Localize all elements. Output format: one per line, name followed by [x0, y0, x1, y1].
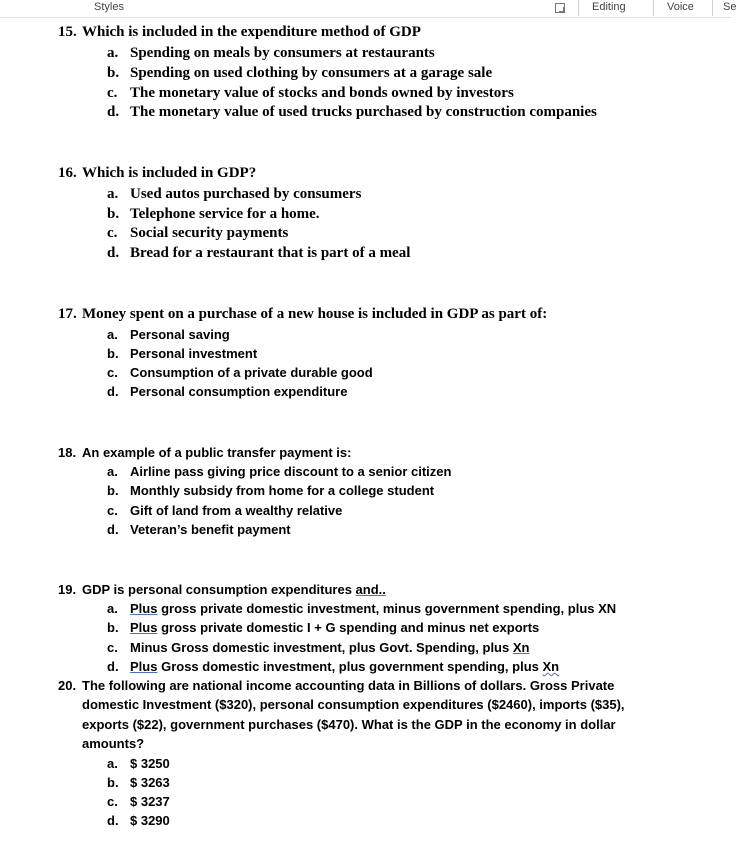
- ribbon-bar: [0, 0, 736, 18]
- ribbon-divider: [653, 0, 654, 16]
- option-text: $ 3237: [130, 794, 170, 809]
- question-number: 19.: [58, 582, 77, 597]
- option-text: Airline pass giving price discount to a senior citizen: [130, 464, 452, 479]
- question-text: Which is included in the expenditure method of GDP: [82, 24, 421, 40]
- option-letter: c.: [107, 640, 118, 655]
- question-text-line: exports ($22), government purchases ($470). What is the GDP in the economy in dollar: [82, 717, 616, 732]
- sensitivity-button[interactable]: Se: [723, 1, 736, 13]
- option-letter: b.: [107, 775, 119, 790]
- spelling-flagged-text[interactable]: Xn: [512, 640, 530, 655]
- voice-button[interactable]: Voice: [667, 1, 694, 13]
- option-text: Minus Gross domestic investment, plus Govt. Spending, plus: [130, 640, 513, 655]
- editing-button[interactable]: Editing: [592, 1, 626, 13]
- option-letter: c.: [107, 794, 118, 809]
- option-text: Consumption of a private durable good: [130, 365, 373, 380]
- option-text: Telephone service for a home.: [130, 206, 320, 222]
- option-text: Personal saving: [130, 327, 230, 342]
- option-text: gross private domestic I + G spending and minus net exports: [157, 620, 540, 635]
- option-letter: b.: [107, 346, 119, 361]
- option-letter: d.: [107, 813, 119, 828]
- styles-dialog-launcher-icon[interactable]: [555, 3, 565, 13]
- ribbon-divider: [578, 0, 579, 16]
- option-letter: b.: [107, 620, 119, 635]
- option-text: $ 3263: [130, 775, 170, 790]
- question-text: An example of a public transfer payment is:: [82, 445, 352, 460]
- option-letter: a.: [107, 327, 118, 342]
- option-text: Gift of land from a wealthy relative: [130, 503, 343, 518]
- option-text: Spending on meals by consumers at restaurants: [130, 45, 435, 61]
- question-text: [82, 582, 386, 597]
- option-letter: b.: [107, 483, 119, 498]
- option-letter: d.: [107, 104, 120, 120]
- option-letter: c.: [107, 503, 118, 518]
- question-number: 18.: [58, 445, 77, 460]
- option-letter: b.: [107, 65, 120, 81]
- option-letter: d.: [107, 245, 120, 261]
- option-letter: d.: [107, 522, 119, 537]
- question-text-part: GDP is personal consumption expenditures: [82, 582, 356, 597]
- question-number: 16.: [58, 165, 77, 181]
- option-letter: a.: [107, 756, 118, 771]
- option-text: Monthly subsidy from home for a college student: [130, 483, 435, 498]
- question-text-line: The following are national income accounting data in Billions of dollars. Gross Private: [82, 678, 615, 693]
- grammar-flagged-text[interactable]: and..: [355, 582, 386, 597]
- option-letter: b.: [107, 206, 120, 222]
- option-letter: a.: [107, 45, 119, 61]
- grammar-flagged-text[interactable]: Plus: [130, 601, 158, 616]
- option-text: $ 3250: [130, 756, 170, 771]
- question-text: Which is included in GDP?: [82, 165, 257, 181]
- option-text: Spending on used clothing by consumers at a garage sale: [130, 65, 493, 81]
- question-text: Money spent on a purchase of a new house is included in GDP as part of:: [82, 306, 548, 322]
- option-text: The monetary value of stocks and bonds owned by investors: [130, 85, 514, 101]
- question-text-line: domestic Investment ($320), personal consumption expenditures ($2460), imports ($35),: [82, 697, 625, 712]
- question-number: 15.: [58, 24, 77, 40]
- option-letter: a.: [107, 464, 118, 479]
- option-text: gross private domestic investment, minus government spending, plus XN: [157, 601, 617, 616]
- option-text: Bread for a restaurant that is part of a meal: [130, 245, 411, 261]
- spelling-flagged-text[interactable]: Xn: [542, 659, 560, 674]
- option-text: $ 3290: [130, 813, 170, 828]
- option-letter: d.: [107, 384, 119, 399]
- option-text: Veteran’s benefit payment: [130, 522, 291, 537]
- option-letter: d.: [107, 659, 119, 674]
- option-text: The monetary value of used trucks purchased by construction companies: [130, 104, 597, 120]
- option-letter: c.: [107, 225, 118, 241]
- option-text: Personal consumption expenditure: [130, 384, 348, 399]
- styles-group-label[interactable]: Styles: [94, 1, 124, 13]
- option-text: Social security payments: [130, 225, 289, 241]
- option-letter: a.: [107, 601, 118, 616]
- option-text: Personal investment: [130, 346, 258, 361]
- option-letter: c.: [107, 85, 118, 101]
- option-letter: a.: [107, 186, 119, 202]
- question-text-line: amounts?: [82, 736, 145, 751]
- question-number: 20.: [58, 678, 77, 693]
- question-number: 17.: [58, 306, 77, 322]
- option-letter: c.: [107, 365, 118, 380]
- ribbon-divider: [712, 0, 713, 16]
- option-text: Gross domestic investment, plus government spending, plus: [157, 659, 543, 674]
- grammar-flagged-text[interactable]: Plus: [130, 659, 158, 674]
- grammar-flagged-text[interactable]: Plus: [130, 620, 158, 635]
- option-text: Used autos purchased by consumers: [130, 186, 362, 202]
